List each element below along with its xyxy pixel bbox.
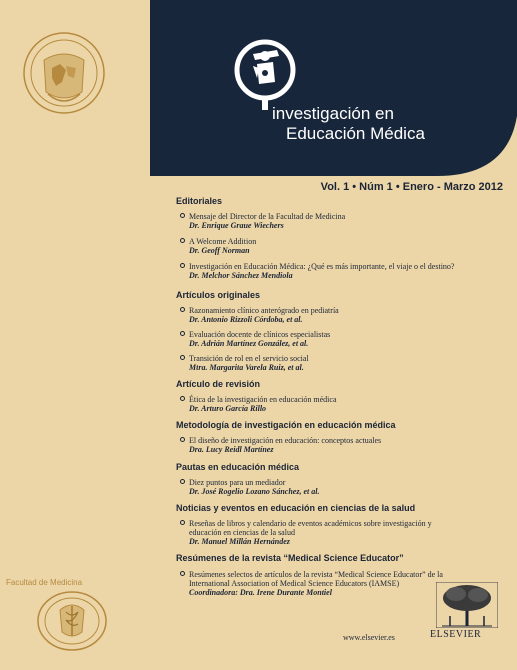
section-title: Artículo de revisión — [176, 379, 261, 389]
article-title-line2: International Association of Medical Science Educators (IAMSE) — [189, 579, 400, 588]
bullet-icon — [180, 437, 185, 442]
section-title: Pautas en educación médica — [176, 462, 300, 472]
article-title: Ética de la investigación en educación médica — [189, 395, 337, 404]
faculty-label: Facultad de Medicina — [6, 578, 83, 587]
bullet-icon — [180, 263, 185, 268]
article-title-line1: Reseñas de libros y calendario de eventos académicos sobre investigación y — [189, 519, 432, 528]
article-author: Dr. Arturo García Rillo — [189, 404, 267, 413]
article-item[interactable] — [180, 395, 510, 413]
journal-title-line1: investigación en — [272, 104, 394, 123]
article-author: Mtra. Margarita Varela Ruiz, et al. — [189, 363, 304, 372]
bullet-icon — [180, 355, 185, 360]
magnifier-logo-icon — [233, 38, 303, 110]
bullet-icon — [180, 238, 185, 243]
article-title: Transición de rol en el servicio social — [189, 354, 309, 363]
article-author: Dr. José Rogelio Lozano Sánchez, et al. — [189, 487, 320, 496]
bullet-icon — [180, 396, 185, 401]
bullet-icon — [180, 307, 185, 312]
journal-title — [272, 104, 425, 144]
article-item[interactable] — [180, 262, 510, 280]
journal-title-line2: Educación Médica — [286, 124, 425, 143]
article-item[interactable] — [180, 306, 510, 324]
article-title-line2: educación en ciencias de la salud — [189, 528, 295, 537]
article-title: El diseño de investigación en educación: conceptos actuales — [189, 436, 382, 445]
article-item[interactable] — [180, 478, 510, 496]
publisher-name: ELSEVIER — [430, 629, 482, 640]
article-item[interactable] — [180, 436, 510, 454]
article-item[interactable] — [180, 354, 510, 372]
article-author: Dr. Enrique Graue Wiechers — [189, 221, 284, 230]
section-title: Editoriales — [176, 196, 223, 206]
bullet-icon — [180, 331, 185, 336]
article-author: Dr. Manuel Millán Hernández — [189, 537, 290, 546]
section-title: Metodología de investigación en educación médica — [176, 420, 396, 430]
header-corner — [437, 116, 517, 176]
article-author: Coordinadora: Dra. Irene Durante Montiel — [189, 588, 332, 597]
section-title: Resúmenes de la revista “Medical Science Educator” — [176, 553, 404, 563]
bullet-icon — [180, 479, 185, 484]
article-item[interactable] — [180, 519, 510, 546]
article-item[interactable] — [180, 237, 510, 255]
article-author: Dr. Adrián Martínez González, et al. — [189, 339, 309, 348]
bullet-icon — [180, 520, 185, 525]
article-author: Dr. Melchor Sánchez Mendiola — [189, 271, 293, 280]
article-title: Evaluación docente de clínicos especialistas — [189, 330, 331, 339]
website-link[interactable]: www.elsevier.es — [343, 633, 395, 642]
article-author: Dr. Geoff Norman — [189, 246, 250, 255]
article-item[interactable] — [180, 330, 510, 348]
article-item[interactable] — [180, 212, 510, 230]
section-title: Noticias y eventos en educación en ciencias de la salud — [176, 503, 416, 513]
article-author: Dr. Antonio Rizzoli Córdoba, et al. — [189, 315, 303, 324]
article-title: Mensaje del Director de la Facultad de Medicina — [189, 212, 346, 221]
elsevier-tree-icon — [436, 582, 498, 628]
bullet-icon — [180, 571, 185, 576]
article-title: Investigación en Educación Médica: ¿Qué es más importante, el viaje o el destino? — [189, 262, 455, 271]
issue-info: Vol. 1 • Núm 1 • Enero - Marzo 2012 — [320, 181, 503, 193]
article-title: A Welcome Addition — [189, 237, 257, 246]
article-title: Diez puntos para un mediador — [189, 478, 286, 487]
unam-seal-icon — [22, 30, 106, 116]
section-title: Artículos originales — [176, 290, 261, 300]
bullet-icon — [180, 213, 185, 218]
article-title-line1: Resúmenes selectos de artículos de la revista “Medical Science Educator” de la — [189, 570, 443, 579]
faculty-seal-icon — [36, 590, 108, 652]
article-author: Dra. Lucy Reidl Martínez — [189, 445, 274, 454]
article-title: Razonamiento clínico anterógrado en pediatría — [189, 306, 339, 315]
